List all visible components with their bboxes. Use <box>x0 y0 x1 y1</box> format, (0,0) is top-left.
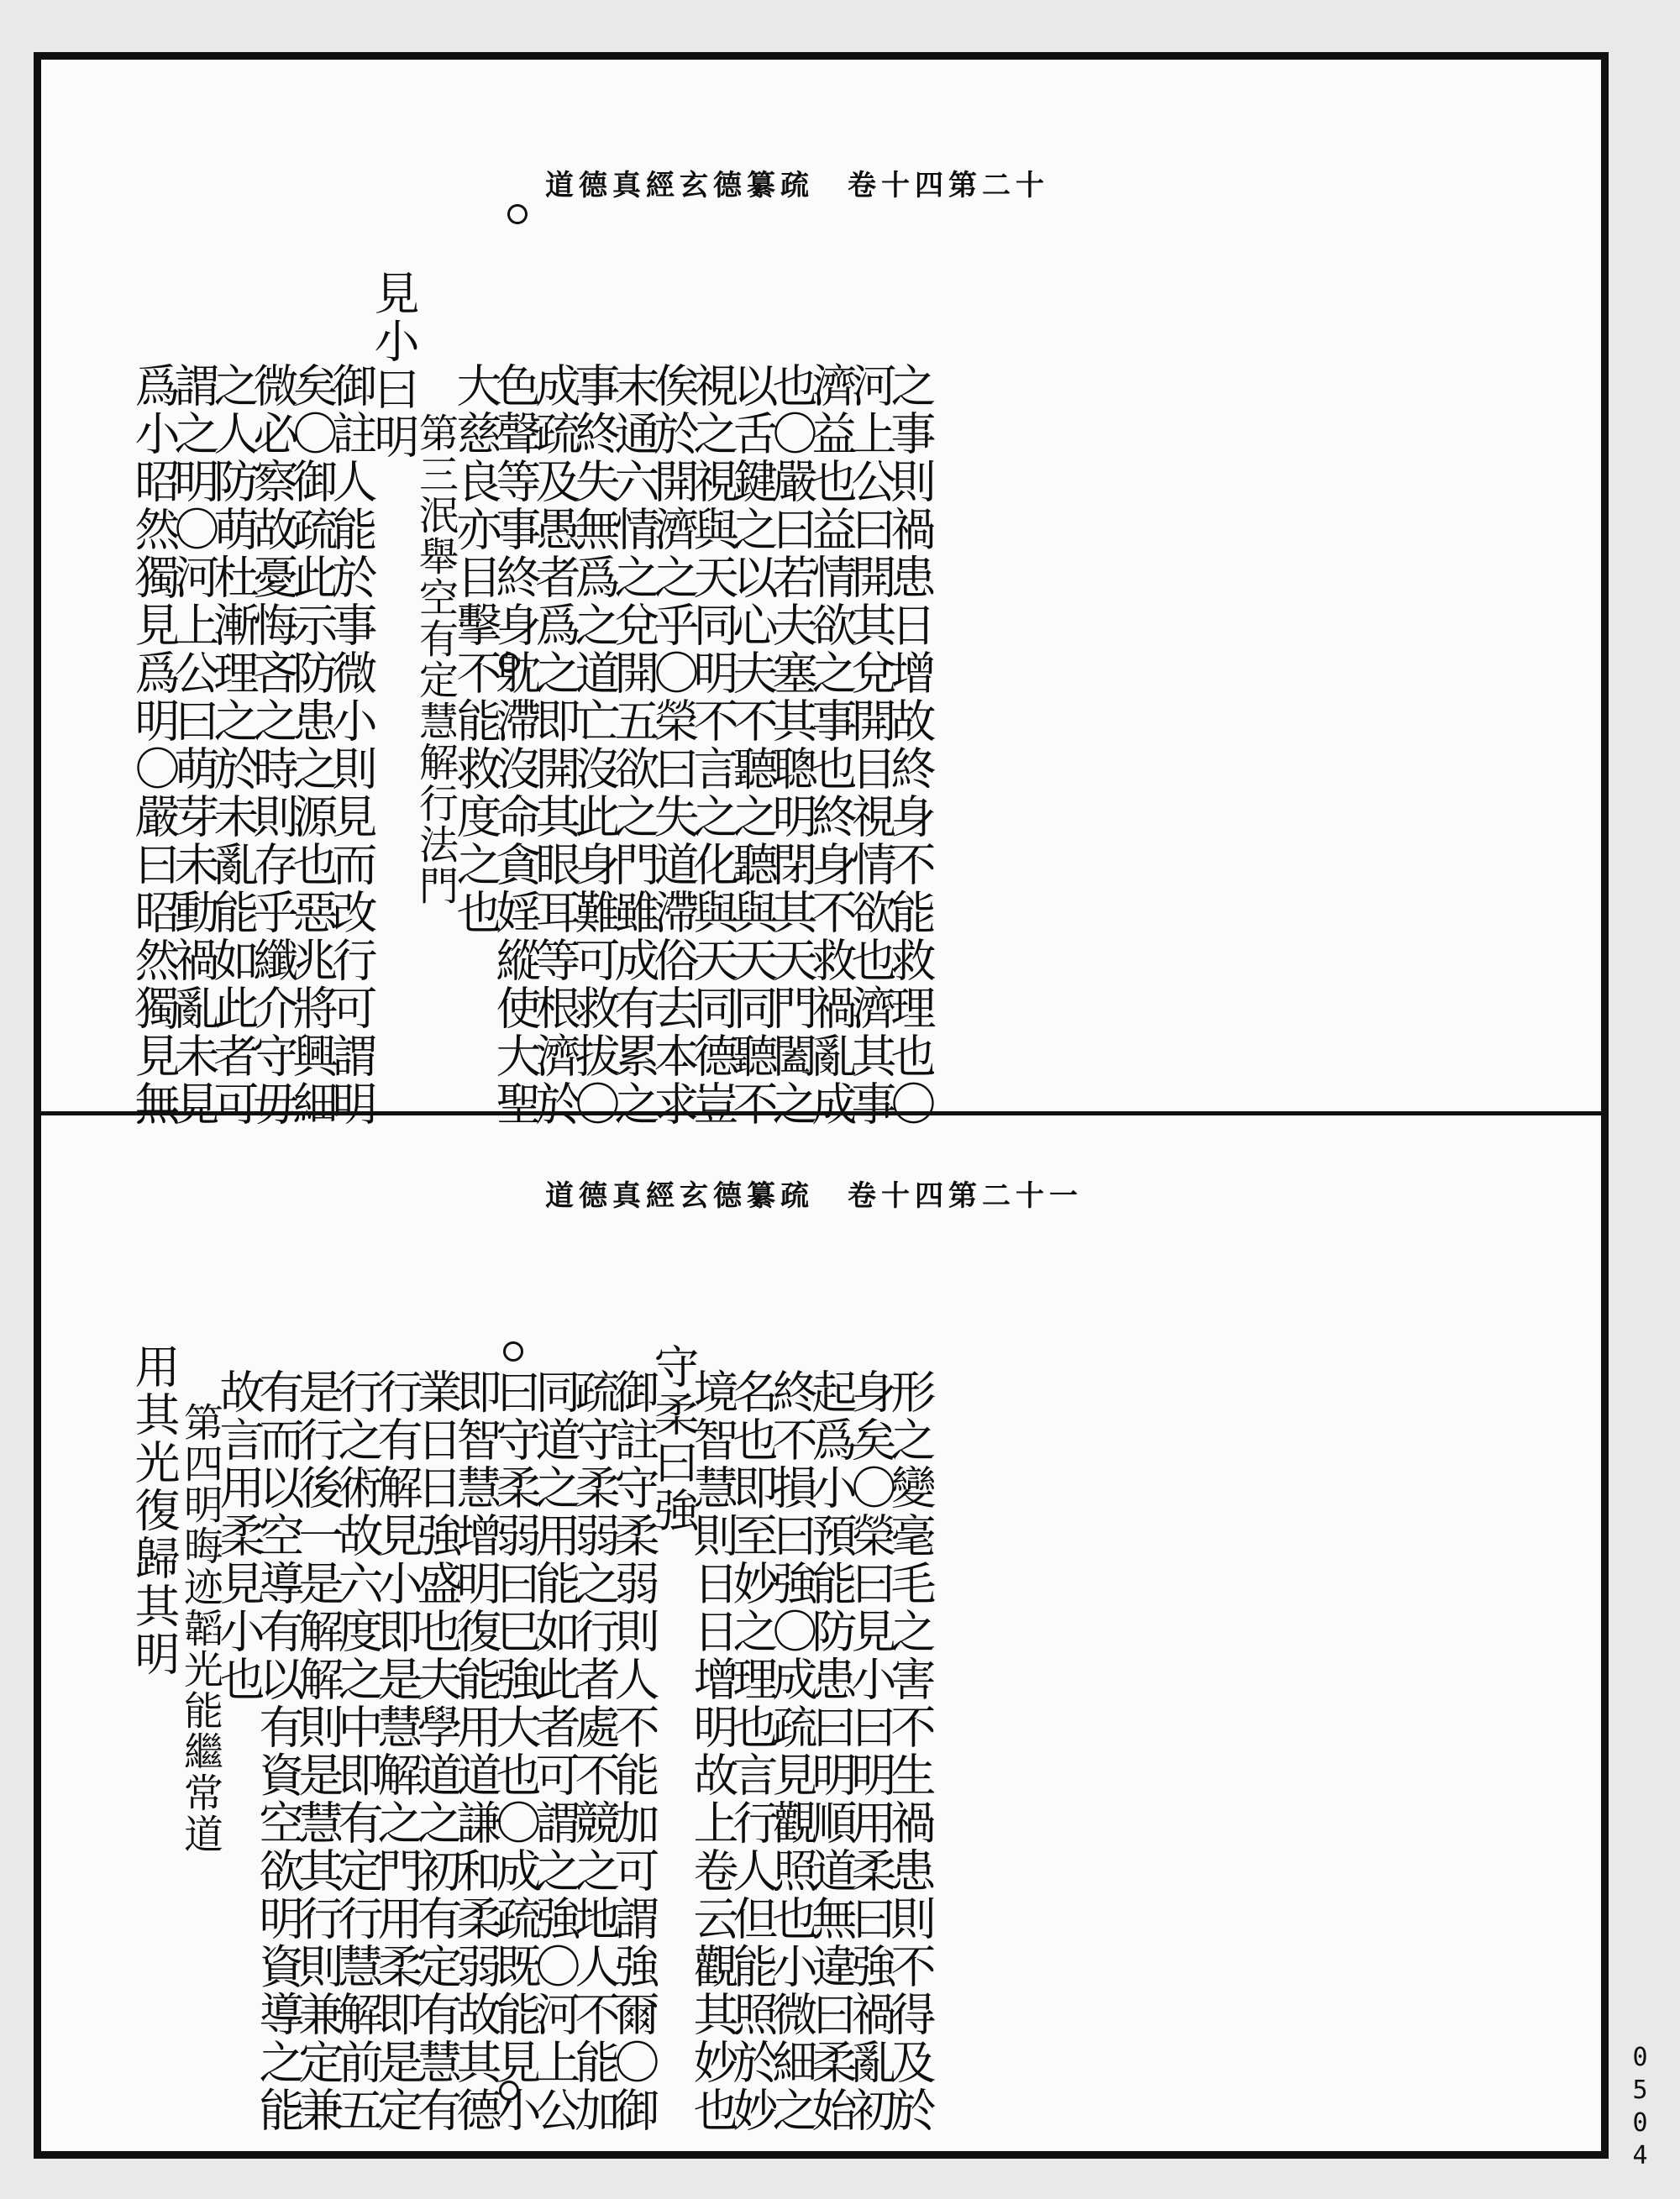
section-heading: 第四明晦迹韜光能繼常道 <box>177 1402 223 1855</box>
text-column: 故言用柔見小也 <box>213 1368 265 1703</box>
book-page-sheet <box>34 52 1609 2159</box>
bottom-page-header <box>545 1179 1083 1213</box>
text-column: 之事則禍患日增故終身不能救理也〇 <box>884 362 937 1128</box>
top-page <box>41 60 1601 1128</box>
text-column: 形之變毫毛之害不生禍患則不得及於 <box>884 1368 937 2134</box>
text-column: 末通六情之兌開五欲之門雖成有累之 <box>607 362 660 1128</box>
text-column: 謂之明〇河上公曰萌芽未動禍亂未見 <box>167 362 220 1128</box>
text-column: 疏守柔弱之行者處不競之地人不能加 <box>568 1368 621 2134</box>
text-column: 身矣〇榮曰見小曰明用柔曰強禍亂初 <box>844 1368 897 2134</box>
ring-mark <box>503 1341 523 1362</box>
text-column: 起爲小預能防患曰明順道無違曰柔始 <box>805 1368 858 2134</box>
text-column: 以舌鍵之以心夫不聽之聽與天同聽不 <box>726 362 779 1128</box>
text-column: 爲小昭然獨見爲明〇嚴曰昭然獨見無 <box>128 362 181 1128</box>
text-column: 業日日強盛也夫學道之初有定有慧有 <box>410 1368 463 2134</box>
section-heading: 第三泯舉空有定慧解行法門 <box>412 412 459 906</box>
text-column: 曰守柔弱曰巳強大也〇成疏既能見小 <box>489 1368 542 2134</box>
text-column: 濟益也益情欲之事也終身不救禍亂成 <box>805 362 858 1128</box>
text-column: 即智慧增明復能用道謙和柔弱故其德 <box>449 1368 502 2134</box>
bottom-header-volume: 卷十四第二十一 <box>848 1179 1083 1213</box>
text-column: 矣〇御疏此示防患之源也惡兆將興細 <box>286 362 339 1128</box>
text-column: 御註守柔弱則人不能加可謂強爾〇御 <box>607 1368 660 2134</box>
text-column: 名也即至妙之理也言行人但能照於妙 <box>726 1368 779 2134</box>
bottom-page <box>41 1116 1601 2162</box>
scripture-heading: 見小曰明 <box>367 270 420 461</box>
text-column: 有而以空導有以有資空欲明資導之能 <box>252 1368 305 2134</box>
text-column: 終不損曰強〇成疏見觀照也小微細之 <box>765 1368 818 2134</box>
scripture-heading: 守柔曰強 <box>647 1343 700 1535</box>
bottom-header-title: 道德真經玄德纂疏 <box>545 1179 814 1213</box>
text-column: 事終失無爲之道亡沒此身難可救拔〇 <box>568 362 621 1128</box>
text-column: 色聲等事終身躭滯沒命貪婬縱使大聖 <box>489 362 542 1128</box>
top-header-volume: 卷十四第二十 <box>848 169 1049 202</box>
page-number: 0504 <box>1625 2043 1655 2174</box>
text-column: 御註人能於事微小則見而改行可謂明 <box>325 362 378 1128</box>
text-column: 大慈良亦目擊不能救度之也 <box>449 362 502 937</box>
text-column: 是行後一是解解則是慧其行則兼定兼 <box>291 1368 344 2134</box>
text-column: 微必察故憂悔吝之時則存乎纖介守毋 <box>246 362 299 1128</box>
text-column: 河上公曰開其兌開目視情欲也濟其事 <box>844 362 897 1128</box>
text-column: 行之術故六度之中即有定行慧解前五 <box>331 1368 384 2134</box>
text-column: 也〇嚴曰若夫塞其聰明閉其天門闔之 <box>765 362 818 1128</box>
text-column: 行有解見小即是慧解之門用柔即是定 <box>370 1368 423 2134</box>
text-column: 境智慧則日日增明故上卷云觀其妙也 <box>686 1368 739 2134</box>
scripture-heading: 用其光復歸其明 <box>128 1343 181 1678</box>
text-column: 俟於開濟之乎〇榮曰失道滯俗去本求 <box>647 362 700 1128</box>
text-column: 之人防萌杜漸理之於未亂能如此者可 <box>207 362 260 1128</box>
text-column: 視之視與天同明不言之化與天同德豈 <box>686 362 739 1128</box>
text-column: 同道之用能如此者可謂之強〇河上公 <box>528 1368 581 2134</box>
top-page-header <box>545 169 1049 202</box>
text-column: 成疏及愚者爲之即開其眼耳等根濟於 <box>528 362 581 1128</box>
ring-mark <box>507 204 528 224</box>
top-header-title: 道德真經玄德纂疏 <box>545 169 814 202</box>
panel-divider <box>41 1111 1601 1115</box>
